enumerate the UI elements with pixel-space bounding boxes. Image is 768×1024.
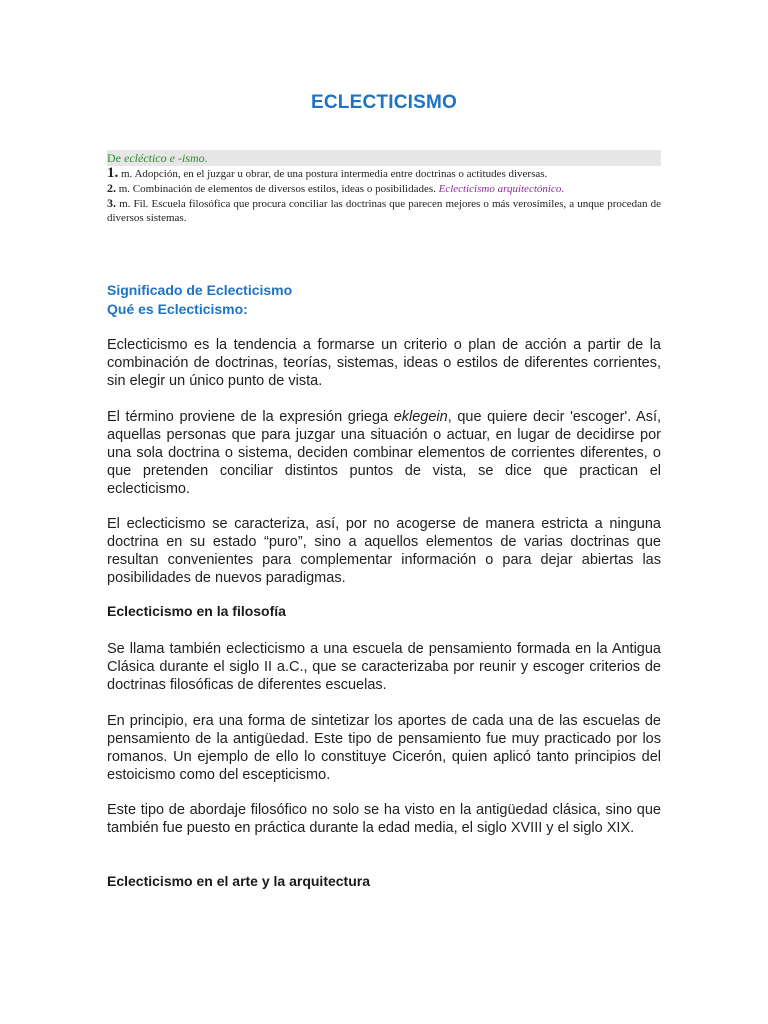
origin-terms: ecléctico e -ismo. [124,151,208,165]
definition-3 [107,196,661,225]
heading-arte: Eclecticismo en el arte y la arquitectura [107,873,371,889]
definition-1-text: m. Adopción, en el juzgar u obrar, de una postura intermedia entre doctrinas o actitudes diversas. [118,168,548,180]
dictionary-entry [107,150,661,225]
page-title: ECLECTICISMO [311,92,457,113]
paragraph-2-before: El término proviene de la expresión griega [107,409,394,425]
paragraph-2-after: , que quiere decir 'escoger'. Así, aquellas personas que para juzgar una situación o actuar, en lugar de decidirse por una sola doctrina o sistema, deciden combinar elementos de corrientes diferentes, o que pretenden conciliar distintos puntos de vista, se dice que practican el eclecticismo. [107,409,662,497]
definition-2 [107,181,661,196]
heading-significado: Significado de Eclecticismo [107,282,293,298]
definition-1-number: 1. [107,165,119,181]
paragraph-2-term: eklegein [393,409,448,425]
definition-1 [107,166,661,181]
paragraph-4: Se llama también eclecticismo a una escuela de pensamiento formada en la Antigua Clásica durante el siglo II a.C., que se caracterizaba por reunir y escoger criterios de doctrinas filosóficas de diferentes escuelas. [107,641,661,693]
paragraph-6: Este tipo de abordaje filosófico no solo se ha visto en la antigüedad clásica, sino que también fue puesto en práctica durante la edad media, el siglo XVIII y el siglo XIX. [107,802,661,836]
definition-2-text: m. Combinación de elementos de diversos estilos, ideas o posibilidades. [116,183,439,195]
section-heading-significado [107,281,292,319]
definition-2-example: Eclecticismo arquitectónico. [438,183,565,195]
heading-filosofia: Eclecticismo en la filosofía [107,603,286,619]
origin-prefix: De [107,151,124,165]
paragraph-5: En principio, era una forma de sintetizar los aportes de cada una de las escuelas de pensamiento de la antigüedad. Este tipo de pensamiento fue muy practicado por los romanos. Un ejemplo de ello lo constituye Cicerón, quien aplicó tanto principios del estoicismo como del escepticismo. [107,713,661,783]
definition-2-number: 2. [107,181,116,195]
dictionary-origin [107,150,661,166]
definition-3-number: 3. [107,196,116,210]
heading-que-es: Qué es Eclecticismo: [107,301,248,317]
definition-3-text: m. Fil. Escuela filosófica que procura conciliar las doctrinas que parecen mejores o más verosímiles, a unque procedan de diversos sistemas. [107,198,661,224]
paragraph-2 [107,408,661,498]
paragraph-3: El eclecticismo se caracteriza, así, por no acogerse de manera estricta a ninguna doctrina en su estado “puro”, sino a aquellos elementos de varias doctrinas que resultan convenientes para complementar información o para dejar abiertas las posibilidades de nuevos paradigmas. [107,516,661,586]
paragraph-1: Eclecticismo es la tendencia a formarse un criterio o plan de acción a partir de la combinación de doctrinas, teorías, sistemas, ideas o estilos de diferentes corrientes, sin elegir un único punto de vista. [107,337,661,389]
